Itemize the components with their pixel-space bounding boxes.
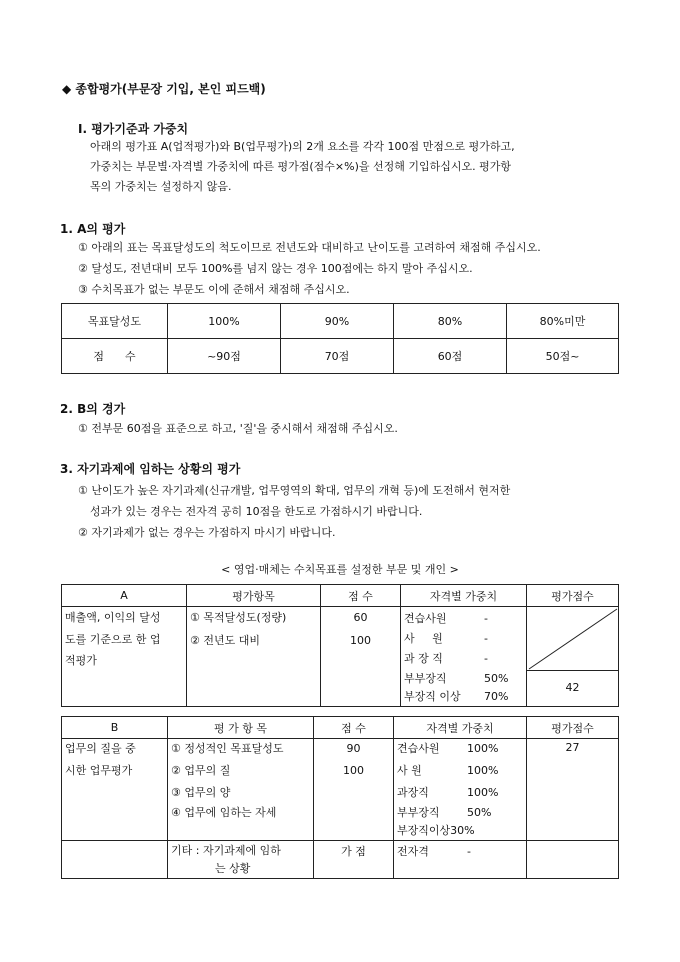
weight-row <box>397 823 523 839</box>
weight-row <box>404 689 523 705</box>
desc-line: 매출액, 이익의 달성 <box>65 611 161 624</box>
section-1-items <box>78 237 541 300</box>
table-a-header: 평가항목 <box>187 585 321 607</box>
section-1-item: ② 달성도, 전년대비 모두 100%를 넘지 않는 경우 100점에는 하지 말아 주십시오. <box>78 262 473 275</box>
weight-row <box>397 763 523 785</box>
weight-value: - <box>484 612 488 625</box>
section-3-item: ① 난이도가 높은 자기과제(신규개발, 업무영역의 확대, 업무의 개혁 등)에 도전해서 현저한 <box>78 484 511 497</box>
table-a-header: 자격별 가중치 <box>401 585 527 607</box>
weight-value: 70% <box>484 690 509 703</box>
weight-label: 전자격 <box>397 845 429 858</box>
section-1-item: ① 아래의 표는 목표달성도의 척도이므로 전년도와 대비하고 난이도를 고려하여 채점해 주십시오. <box>78 241 541 254</box>
weight-value: - <box>467 845 471 858</box>
weight-value: 100% <box>467 786 499 799</box>
table-a-header: A <box>62 585 187 607</box>
score-cell: 70점 <box>281 339 394 374</box>
weight-row <box>397 805 523 823</box>
table-b-extra-item <box>168 841 314 879</box>
weight-row <box>397 785 523 805</box>
row-label-score: 점 수 <box>62 339 168 374</box>
table-b-extra-weight <box>394 841 527 879</box>
score-value: 90 <box>346 742 361 755</box>
desc-line: 업무의 질을 중 <box>65 742 136 755</box>
section-i-line: 목의 가중치는 설정하지 않음. <box>90 180 232 193</box>
score-value: 100 <box>343 764 364 777</box>
weight-label: 사 원 <box>397 764 422 777</box>
score-value: 100 <box>350 634 371 647</box>
section-3-title: 3. 자기과제에 임하는 상황의 평가 <box>60 462 241 476</box>
weight-label: 부부장직 <box>404 672 447 685</box>
achievement-cell: 80% <box>394 304 507 339</box>
table-b-scores <box>314 739 394 841</box>
score-cell: ~90점 <box>168 339 281 374</box>
table-b-description <box>62 739 168 841</box>
desc-line: 도를 기준으로 한 업 <box>65 633 161 646</box>
table-a-items <box>187 607 321 707</box>
slash-mark <box>527 607 619 671</box>
weight-value: - <box>484 652 488 665</box>
achievement-cell: 80%미만 <box>507 304 619 339</box>
weight-value: - <box>484 632 488 645</box>
weight-value: 50% <box>467 806 492 819</box>
weight-value: 100% <box>467 764 499 777</box>
section-2-title: 2. B의 경가 <box>60 402 126 416</box>
section-i-title: I. 평가기준과 가중치 <box>78 122 189 136</box>
section-i-body <box>90 137 515 197</box>
table-a-header: 점 수 <box>321 585 401 607</box>
table-a-result <box>527 607 619 707</box>
eval-item: ① 목적달성도(정량) <box>190 611 287 624</box>
section-3-item: 성과가 있는 경우는 전자격 공히 10점을 한도로 가점하시기 바랍니다. <box>90 505 423 518</box>
table-caption: < 영업·매체는 수치목표를 설정한 부문 및 개인 > <box>221 563 459 576</box>
table-a-scores <box>321 607 401 707</box>
achievement-table <box>61 303 619 374</box>
section-3-item: ② 자기과제가 없는 경우는 가점하지 마시기 바랍니다. <box>78 526 336 539</box>
table-b-result: 27 <box>527 739 619 841</box>
table-b-items <box>168 739 314 841</box>
weight-row <box>397 741 523 763</box>
result-value: 42 <box>565 681 580 694</box>
table-b-extra-result <box>527 841 619 879</box>
evaluation-table-a <box>61 584 619 707</box>
extra-item-line: 는 상황 <box>215 862 251 875</box>
weight-value: 50% <box>484 672 509 685</box>
weight-value: 30% <box>450 824 475 837</box>
weight-value: 100% <box>467 742 499 755</box>
weight-label: 견습사원 <box>404 612 447 625</box>
table-b-header: 평가점수 <box>527 717 619 739</box>
achievement-cell: 90% <box>281 304 394 339</box>
table-a-header: 평가점수 <box>527 585 619 607</box>
section-i-line: 가중치는 부문별·자격별 가중치에 따른 평가점(점수×%)을 선정해 기입하십시오. 평가항 <box>90 160 512 173</box>
score-cell: 60점 <box>394 339 507 374</box>
eval-item: ③ 업무의 양 <box>171 786 231 799</box>
table-a-weights <box>401 607 527 707</box>
weight-label: 과장직 <box>397 786 429 799</box>
desc-line: 적평가 <box>65 654 97 667</box>
eval-item: ② 전년도 대비 <box>190 634 260 647</box>
table-b-header: 점 수 <box>314 717 394 739</box>
section-i-line: 아래의 평가표 A(업적평가)와 B(업무평가)의 2개 요소를 각각 100점 만점으로 평가하고, <box>90 140 515 153</box>
table-b-header: 자격별 가중치 <box>394 717 527 739</box>
table-b-extra-score: 가 점 <box>314 841 394 879</box>
row-label-achievement: 목표달성도 <box>62 304 168 339</box>
weight-row <box>404 631 523 651</box>
main-heading: ◆ 종합평가(부문장 기입, 본인 피드백) <box>62 82 266 96</box>
table-b-header: 평 가 항 목 <box>168 717 314 739</box>
weight-label: 부장직이상 <box>397 824 451 837</box>
weight-label: 견습사원 <box>397 742 440 755</box>
table-b-header: B <box>62 717 168 739</box>
table-b-weights <box>394 739 527 841</box>
desc-line: 시한 업무평가 <box>65 764 133 777</box>
score-value: 60 <box>353 611 368 624</box>
table-b-extra-desc <box>62 841 168 879</box>
eval-item: ④ 업무에 임하는 자세 <box>171 806 277 819</box>
section-3-items <box>78 480 510 543</box>
weight-label: 부장직 이상 <box>404 690 461 703</box>
section-2-item: ① 전부문 60점을 표준으로 하고, '질'을 중시해서 채점해 주십시오. <box>78 422 398 435</box>
weight-label: 부부장직 <box>397 806 440 819</box>
score-cell: 50점~ <box>507 339 619 374</box>
eval-item: ① 정성적인 목표달성도 <box>171 742 284 755</box>
weight-row <box>404 671 523 689</box>
weight-row <box>404 651 523 671</box>
section-1-item: ③ 수치목표가 없는 부문도 이에 준해서 채점해 주십시오. <box>78 283 350 296</box>
evaluation-table-b <box>61 716 619 879</box>
extra-item-line: 기타 : 자기과제에 임하 <box>171 844 281 857</box>
eval-item: ② 업무의 질 <box>171 764 231 777</box>
section-1-title: 1. A의 평가 <box>60 222 126 236</box>
weight-label: 과 장 직 <box>404 652 443 665</box>
weight-row <box>404 611 523 631</box>
weight-label: 사 원 <box>404 632 443 645</box>
achievement-cell: 100% <box>168 304 281 339</box>
table-a-description <box>62 607 187 707</box>
